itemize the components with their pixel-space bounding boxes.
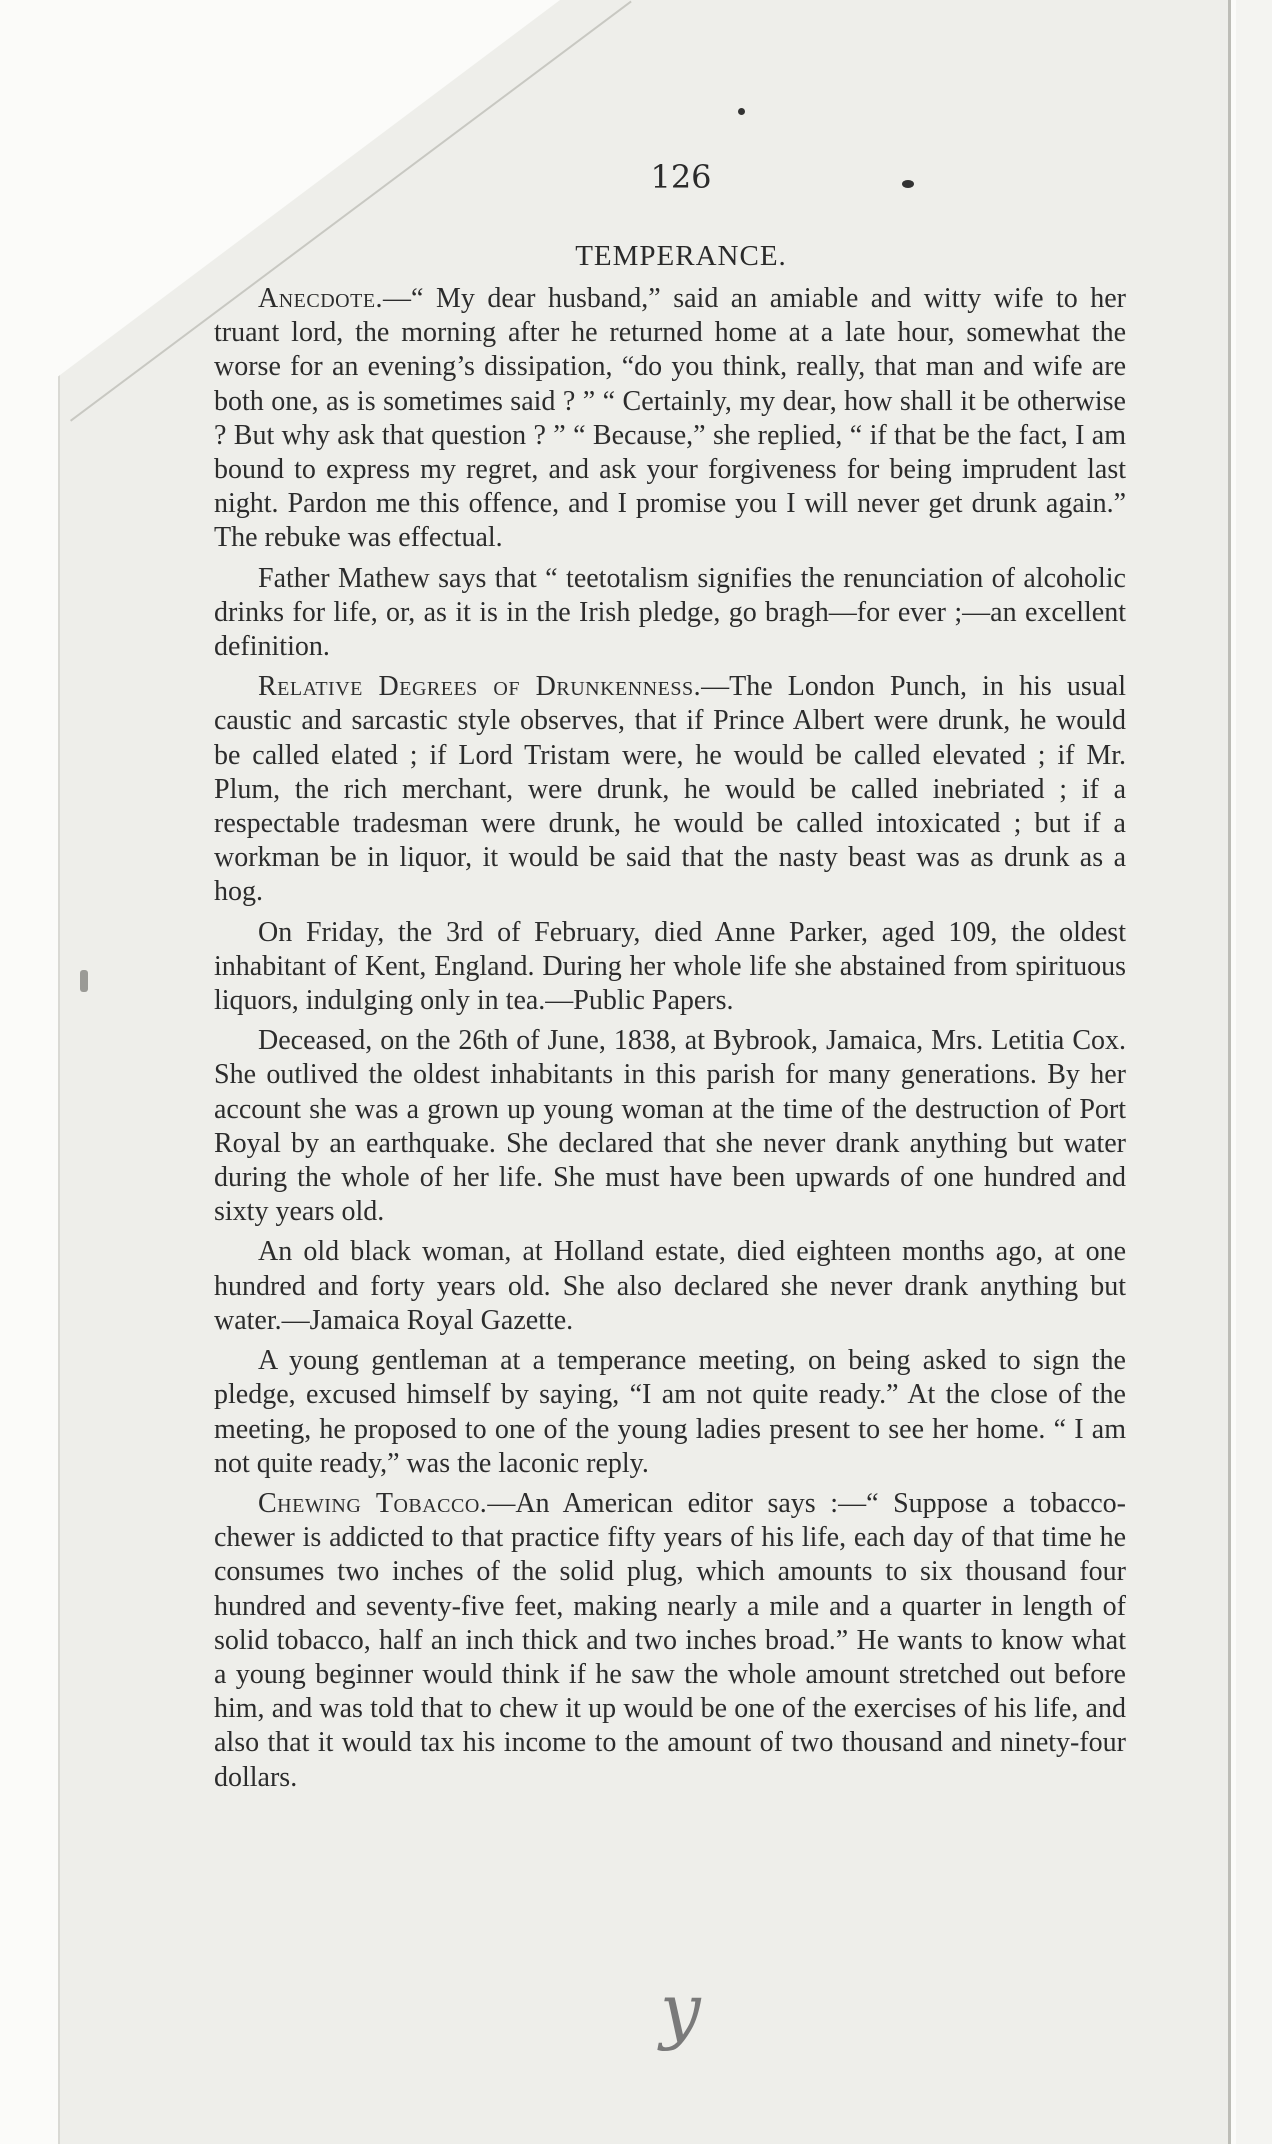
page-edge <box>1236 0 1272 2144</box>
paragraph-young-gentleman <box>214 1344 1126 1481</box>
margin-blemish <box>80 970 88 992</box>
page-number: 126 <box>650 158 712 196</box>
paragraph-holland-estate <box>214 1235 1126 1338</box>
paragraph-text: —The London Punch, in his usual caustic and sarcastic style observes, that if Prince Albert were drunk, he would be called elated ; if Lord Tristam were, he would be called elevated ; if Mr. Plum, the rich merchant, were drunk, he would be called inebriated ; if a respectable tradesman were drunk, he would be called intoxicated ; but if a workman be in liquor, it would be said that the nasty beast was as drunk as a hog. <box>214 671 1126 908</box>
paragraph-lead: Relative Degrees of Drunkenness. <box>258 671 702 703</box>
paragraph-text: Father Mathew says that “ teetotalism signifies the renunciation of alcoholic drinks for life, or, as it is in the Irish pledge, go bragh—for ever ;—an excellent definition. <box>214 562 1126 663</box>
paragraph-text: A young gentleman at a temperance meeting, on being asked to sign the pledge, excused himself by saying, “I am not quite ready.” At the close of the meeting, he proposed to one of the young ladies present to see her home. “ I am not quite ready,” was the laconic reply. <box>214 1345 1126 1479</box>
paragraph-father-mathew <box>214 562 1126 665</box>
paragraph-anecdote <box>214 282 1126 556</box>
paragraph-lead: Anecdote. <box>258 283 384 314</box>
ink-speck <box>738 108 745 115</box>
paragraph-drunkenness <box>214 670 1126 909</box>
paragraph-lead: Chewing Tobacco. <box>258 1487 488 1519</box>
paragraph-anne-parker <box>214 916 1126 1019</box>
paragraph-text: —An American editor says :—“ Suppose a tobacco-chewer is addicted to that practice fifty years of his life, each day of that time he consumes two inches of the solid plug, which amounts to six thousand four hundred and seventy-five feet, making nearly a mile and a quarter in length of solid tobacco, half an inch thick and two inches broad.” He wants to know what a young beginner would think if he saw the whole amount stretched out before him, and was told that to chew it up would be one of the exercises of his life, and also that it would tax his income to the amount of two thousand and ninety-four dollars. <box>214 1487 1126 1793</box>
paragraph-text: Deceased, on the 26th of June, 1838, at Bybrook, Jamaica, Mrs. Letitia Cox. She outlived the oldest inhabitants in this parish for many generations. By her account she was a grown up young woman at the time of the destruction of Port Royal by an earthquake. She declared that she never drank anything but water during the whole of her life. She must have been upwards of one hundred and sixty years old. <box>214 1025 1126 1228</box>
article-body <box>214 282 1126 1801</box>
handwritten-mark: y <box>660 1968 701 2052</box>
paragraph-text: —“ My dear husband,” said an amiable and witty wife to her truant lord, the morning after he returned home at a late hour, somewhat the worse for an evening’s dissipation, “do you think, really, that man and wife are both one, as is sometimes said ? ” “ Certainly, my dear, how shall it be otherwise ? But why ask that question ? ” “ Because,” she replied, “ if that be the fact, I am bound to express my regret, and ask your forgiveness for being imprudent last night. Pardon me this offence, and I promise you I will never get drunk again.” The rebuke was effectual. <box>214 283 1126 554</box>
paragraph-letitia-cox <box>214 1024 1126 1229</box>
paragraph-text: An old black woman, at Holland estate, died eighteen months ago, at one hundred and forty years old. She also declared she never drank anything but water.—Jamaica Royal Gazette. <box>214 1236 1126 1336</box>
paragraph-chewing-tobacco <box>214 1487 1126 1795</box>
article-title: TEMPERANCE. <box>575 240 787 272</box>
paragraph-text: On Friday, the 3rd of February, died Anne Parker, aged 109, the oldest inhabitant of Kent, England. During her whole life she abstained from spirituous liquors, indulging only in tea.—Public Papers. <box>214 916 1126 1017</box>
